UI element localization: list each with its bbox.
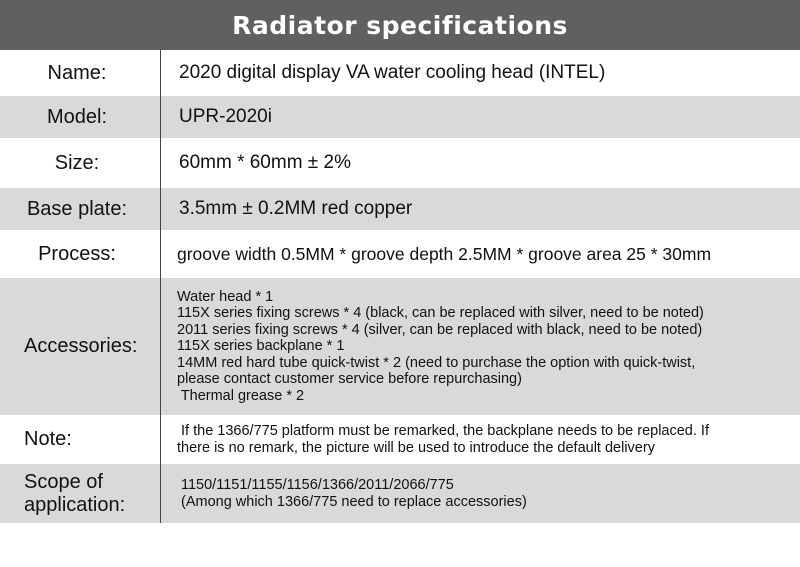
spec-row-scope — [0, 464, 800, 523]
note-line: If the 1366/775 platform must be remarked, the backplane needs to be replaced. If — [177, 423, 709, 439]
scope-line: (Among which 1366/775 need to replace accessories) — [181, 493, 527, 510]
accessory-line: 115X series fixing screws * 4 (black, can be replaced with silver, need to be noted) — [177, 305, 704, 322]
spec-row-accessories — [0, 278, 800, 415]
spec-value-note — [161, 415, 800, 464]
spec-label-process: Process: — [0, 230, 161, 278]
accessory-line: Thermal grease * 2 — [177, 387, 305, 404]
spec-value-name: 2020 digital display VA water cooling head (INTEL) — [179, 62, 606, 83]
spec-label-model: Model: — [0, 96, 161, 138]
header-bar — [0, 0, 800, 50]
spec-value-base-plate: 3.5mm ± 0.2MM red copper — [179, 198, 413, 219]
accessory-line: 115X series backplane * 1 — [177, 338, 345, 355]
page-title: Radiator specifications — [232, 10, 568, 40]
spec-row-base-plate — [0, 188, 800, 230]
spec-value-scope — [161, 464, 800, 523]
spec-row-note — [0, 415, 800, 464]
accessory-line: please contact customer service before repurchasing) — [177, 371, 522, 388]
spec-label-note: Note: — [0, 415, 161, 464]
spec-label-base-plate: Base plate: — [0, 188, 161, 230]
accessory-line: 14MM red hard tube quick-twist * 2 (need to purchase the option with quick-twist, — [177, 354, 696, 371]
spec-row-process — [0, 230, 800, 278]
spec-value-process: groove width 0.5MM * groove depth 2.5MM * groove area 25 * 30mm — [177, 243, 712, 264]
scope-label-line: Scope of — [24, 470, 103, 493]
spec-value-model: UPR-2020i — [179, 106, 272, 127]
scope-line: 1150/1151/1155/1156/1366/2011/2066/775 — [181, 477, 454, 493]
spec-label-size: Size: — [0, 138, 161, 188]
spec-value-accessories — [161, 278, 800, 415]
spec-label-accessories: Accessories: — [0, 278, 161, 415]
scope-label-line: application: — [24, 493, 126, 516]
spec-value-size: 60mm * 60mm ± 2% — [179, 152, 351, 173]
note-line: there is no remark, the picture will be used to introduce the default delivery — [177, 439, 655, 456]
spec-row-name — [0, 50, 800, 96]
spec-row-size — [0, 138, 800, 188]
spec-label-name: Name: — [0, 50, 161, 96]
accessory-line: Water head * 1 — [177, 288, 274, 305]
accessory-line: 2011 series fixing screws * 4 (silver, can be replaced with black, need to be noted) — [177, 321, 703, 338]
spec-row-model — [0, 96, 800, 138]
spec-label-scope — [0, 464, 161, 523]
